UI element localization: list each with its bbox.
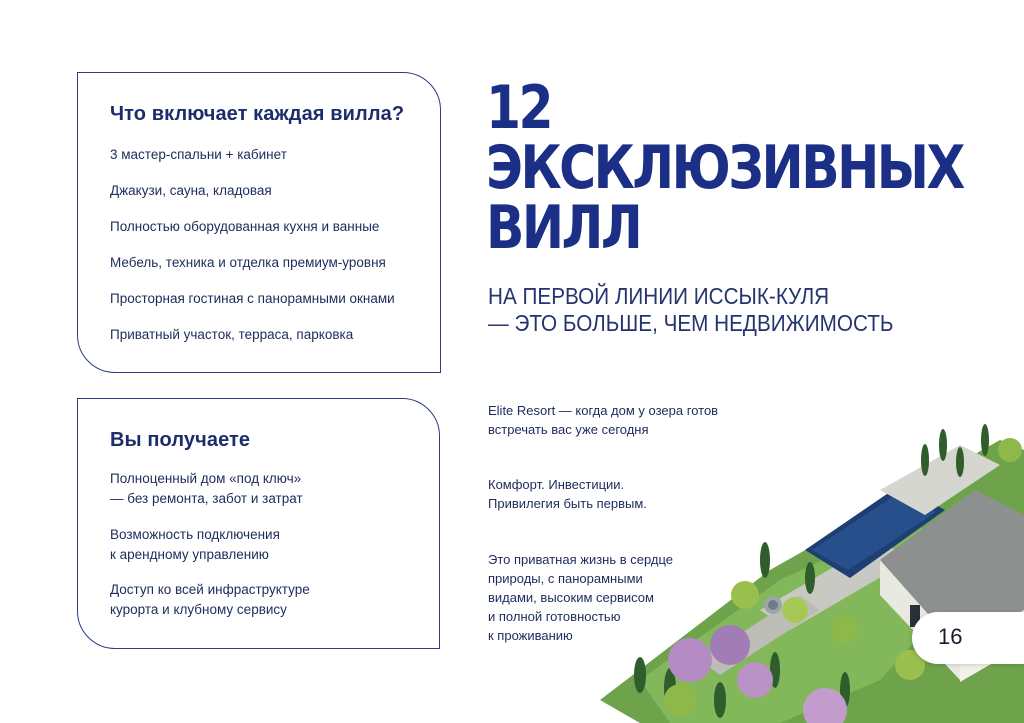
benefit-line: к арендному управлению bbox=[110, 547, 269, 562]
benefit-line: Возможность подключения bbox=[110, 527, 280, 542]
paragraph-line: Это приватная жизнь в сердце bbox=[488, 552, 674, 567]
benefit-line: курорта и клубному сервису bbox=[110, 602, 287, 617]
paragraph-line: встречать вас уже сегодня bbox=[488, 422, 649, 437]
villa-feature-item: Джакузи, сауна, кладовая bbox=[110, 183, 272, 198]
paragraph-line: природы, с панорамными bbox=[488, 571, 643, 586]
paragraph-line: Комфорт. Инвестиции. bbox=[488, 477, 625, 492]
benefits-card bbox=[77, 398, 440, 649]
headline-line: 12 bbox=[486, 73, 552, 143]
villa-feature-item: 3 мастер-спальни + кабинет bbox=[110, 147, 287, 162]
paragraph-line: к проживанию bbox=[488, 628, 573, 643]
paragraph-line: Elite Resort — когда дом у озера готов bbox=[488, 403, 719, 418]
villa-features-title: Что включает каждая вилла? bbox=[110, 103, 405, 125]
page-number-badge bbox=[912, 612, 1024, 664]
villa-feature-item: Полностью оборудованная кухня и ванные bbox=[110, 219, 380, 234]
villa-feature-item: Приватный участок, терраса, парковка bbox=[110, 327, 354, 342]
paragraph-line: и полной готовностью bbox=[488, 609, 621, 624]
benefit-line: — без ремонта, забот и затрат bbox=[110, 491, 303, 506]
page-number: 16 bbox=[938, 624, 963, 649]
villa-feature-item: Просторная гостиная с панорамными окнами bbox=[110, 291, 395, 306]
benefit-item bbox=[110, 469, 303, 509]
benefit-line: Доступ ко всей инфраструктуре bbox=[110, 582, 310, 597]
benefit-item bbox=[110, 525, 280, 565]
villa-features-card bbox=[77, 72, 441, 373]
villa-feature-item: Мебель, техника и отделка премиум-уровня bbox=[110, 255, 386, 270]
benefit-item bbox=[110, 580, 310, 620]
headline-title bbox=[486, 73, 963, 263]
headline-line: ВИЛЛ bbox=[486, 193, 641, 263]
headline-line: ЭКСКЛЮЗИВНЫХ bbox=[486, 133, 963, 203]
paragraph-line: Привилегия быть первым. bbox=[488, 496, 647, 511]
subtitle-line: — ЭТО БОЛЬШЕ, ЧЕМ НЕДВИЖИМОСТЬ bbox=[488, 310, 894, 336]
villa-aerial-image bbox=[580, 420, 1024, 723]
headline-subtitle bbox=[488, 283, 893, 337]
benefit-line: Полноценный дом «под ключ» bbox=[110, 471, 302, 486]
subtitle-line: НА ПЕРВОЙ ЛИНИИ ИССЫК-КУЛЯ bbox=[488, 283, 830, 309]
benefits-title: Вы получаете bbox=[110, 429, 251, 451]
paragraph-line: видами, высоким сервисом bbox=[488, 590, 654, 605]
